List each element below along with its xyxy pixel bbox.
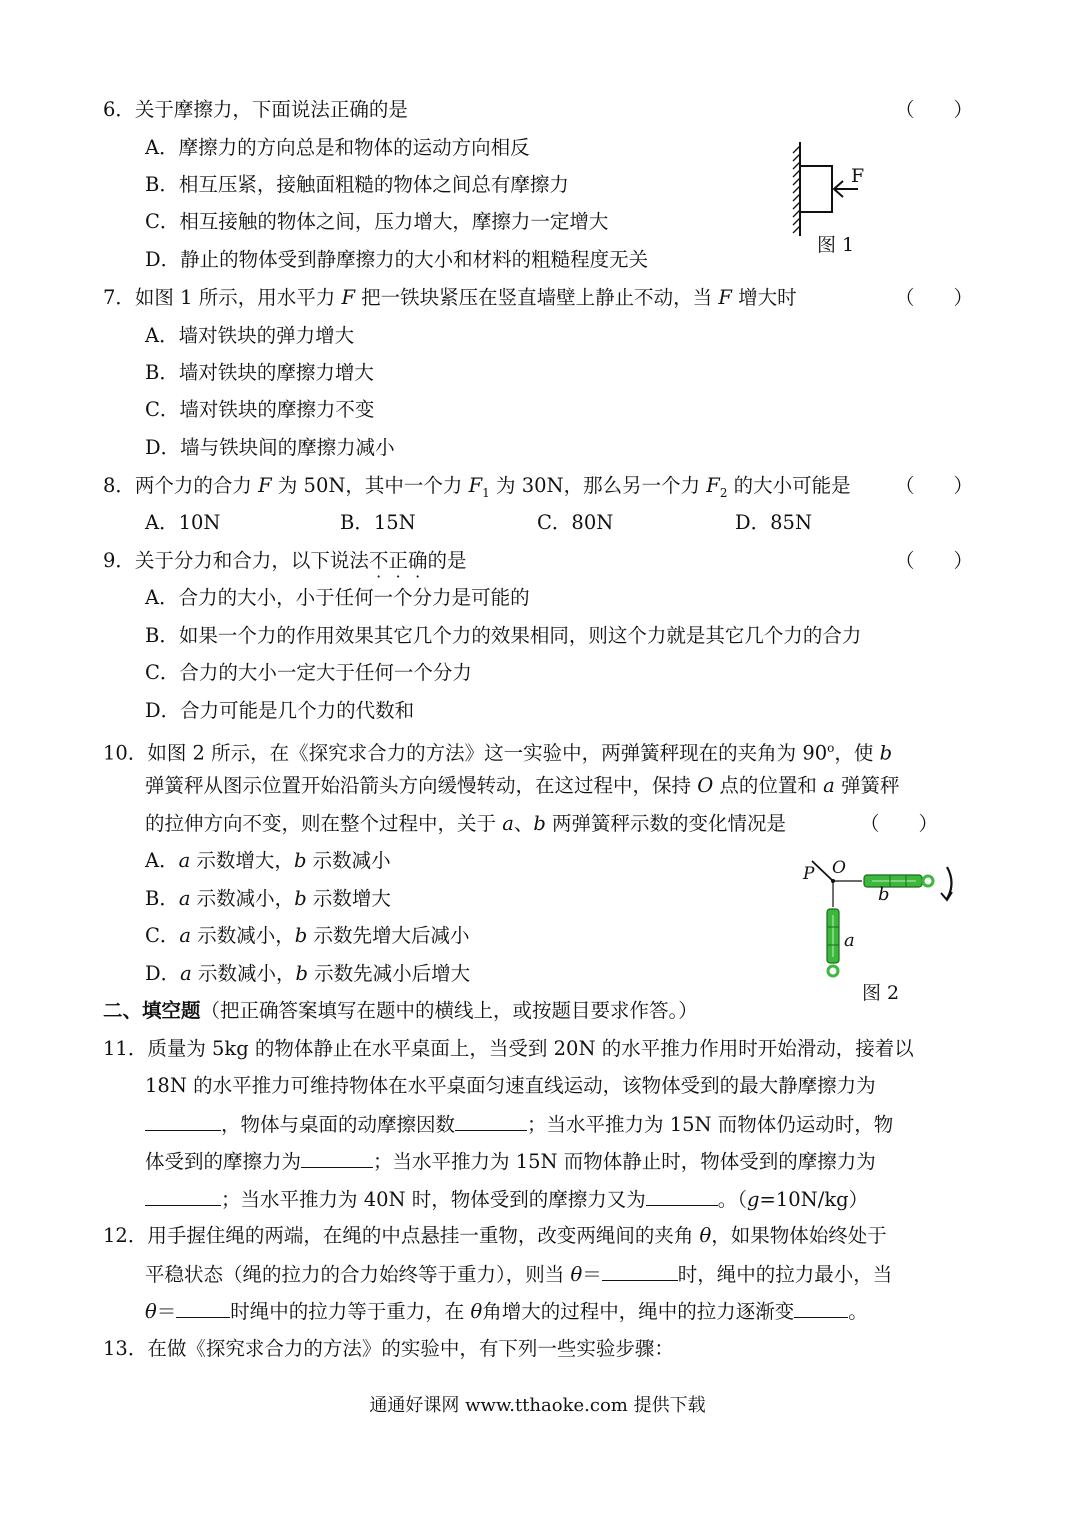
q10-stem-line2: 弹簧秤从图示位置开始沿箭头方向缓慢转动，在这过程中，保持 O 点的位置和 a 弹簧秤 (145, 774, 900, 797)
q11-blank-1[interactable] (145, 1110, 221, 1131)
q11-line1: 11．质量为 5kg 的物体静止在水平桌面上，当受到 20N 的水平推力作用时开始滑动，接着以 (103, 1037, 914, 1060)
figure-1-wall-block (788, 138, 888, 238)
figure-2-spring-scales (800, 855, 965, 985)
q7-answer-paren: （ ） (895, 286, 974, 309)
q12-blank-3[interactable] (794, 1297, 848, 1318)
q9-option-d: D．合力可能是几个力的代数和 (145, 699, 415, 722)
q10-answer-paren: （ ） (860, 812, 939, 835)
q8-option-b: B．15N (340, 511, 416, 534)
figure-2-label-a: a (844, 930, 855, 951)
figure-2-label-o: O (832, 858, 846, 878)
q13-stem: 13．在做《探究求合力的方法》的实验中，有下列一些实验步骤： (103, 1337, 674, 1360)
q11-blank-4[interactable] (145, 1185, 221, 1206)
q7-option-c: C．墙对铁块的摩擦力不变 (145, 398, 375, 421)
q8-option-c: C．80N (537, 511, 614, 534)
q12-line3: θ＝ 时绳中的拉力等于重力，在 θ角增大的过程中，绳中的拉力逐渐变 。 (145, 1297, 868, 1326)
q6-option-d: D．静止的物体受到静摩擦力的大小和材料的粗糙程度无关 (145, 248, 649, 271)
figure-2-label-b: b (878, 884, 890, 905)
q11-line2: 18N 的水平推力可维持物体在水平桌面匀速直线运动，该物体受到的最大静摩擦力为 (145, 1074, 876, 1097)
figure-2-caption: 图 2 (862, 982, 900, 1004)
q10-option-a: A．a 示数增大，b 示数减小 (145, 849, 391, 872)
q10-stem-line3: 的拉伸方向不变，则在整个过程中，关于 a、b 两弹簧秤示数的变化情况是 (145, 812, 787, 835)
q7-option-d: D．墙与铁块间的摩擦力减小 (145, 436, 395, 459)
q9-option-a: A．合力的大小，小于任何一个分力是可能的 (145, 586, 530, 609)
q11-line3: ，物体与桌面的动摩擦因数 ；当水平推力为 15N 而物体仍运动时，物 (145, 1110, 893, 1139)
q10-option-c: C．a 示数减小，b 示数先增大后减小 (145, 924, 470, 947)
q6-answer-paren: （ ） (895, 98, 974, 121)
q12-blank-2[interactable] (176, 1297, 230, 1318)
q6-option-b: B．相互压紧，接触面粗糙的物体之间总有摩擦力 (145, 173, 569, 196)
q9-answer-paren: （ ） (895, 549, 974, 572)
q8-answer-paren: （ ） (895, 474, 974, 497)
figure-1-force-label: F (851, 165, 865, 187)
q6-option-c: C．相互接触的物体之间，压力增大，摩擦力一定增大 (145, 210, 609, 233)
q7-stem: 7．如图 1 所示，用水平力 F 把一铁块紧压在竖直墙壁上静止不动，当 F 增大时 (103, 286, 797, 309)
q10-option-d: D．a 示数减小，b 示数先减小后增大 (145, 962, 471, 985)
q12-line2: 平稳状态（绳的拉力的合力始终等于重力），则当 θ＝ 时，绳中的拉力最小，当 (145, 1260, 892, 1289)
q9-stem: 9．关于分力和合力，以下说法不正确的是 (103, 549, 467, 572)
q10-stem-line1: 10．如图 2 所示，在《探究求合力的方法》这一实验中，两弹簧秤现在的夹角为 90$^o$，使 b (103, 741, 893, 765)
q8-stem: 8．两个力的合力 F 为 50N，其中一个力 $F_1$ 为 30N，那么另一个力 $F_2$ 的大小可能是 (103, 474, 851, 500)
figure-2-label-p: P (803, 864, 815, 884)
q9-option-c: C．合力的大小一定大于任何一个分力 (145, 661, 472, 684)
q10-option-b: B．a 示数减小，b 示数增大 (145, 887, 391, 910)
q12-line1: 12．用手握住绳的两端，在绳的中点悬挂一重物，改变两绳间的夹角 θ，如果物体始终处于 (103, 1224, 887, 1247)
q8-option-a: A．10N (145, 511, 221, 534)
q11-line4: 体受到的摩擦力为 ；当水平推力为 15N 而物体静止时，物体受到的摩擦力为 (145, 1147, 876, 1176)
q11-blank-3[interactable] (301, 1147, 373, 1168)
q7-option-a: A．墙对铁块的弹力增大 (145, 324, 355, 347)
q12-blank-1[interactable] (602, 1260, 678, 1281)
q7-option-b: B．墙对铁块的摩擦力增大 (145, 361, 374, 384)
figure-1-caption: 图 1 (817, 234, 855, 256)
page-footer: 通通好课网 www.tthaoke.com 提供下载 (369, 1395, 706, 1416)
q11-line5: ；当水平推力为 40N 时，物体受到的摩擦力又为 。（g=10N/kg） (145, 1185, 868, 1214)
q8-option-d: D．85N (735, 511, 813, 534)
q11-blank-5[interactable] (646, 1185, 718, 1206)
q11-blank-2[interactable] (455, 1110, 527, 1131)
section-2-heading: 二、填空题（把正确答案填写在题中的横线上，或按题目要求作答。） (103, 999, 698, 1022)
q6-option-a: A．摩擦力的方向总是和物体的运动方向相反 (145, 136, 530, 159)
q6-stem: 6．关于摩擦力，下面说法正确的是 (103, 98, 408, 121)
q9-option-b: B．如果一个力的作用效果其它几个力的效果相同，则这个力就是其它几个力的合力 (145, 624, 862, 647)
